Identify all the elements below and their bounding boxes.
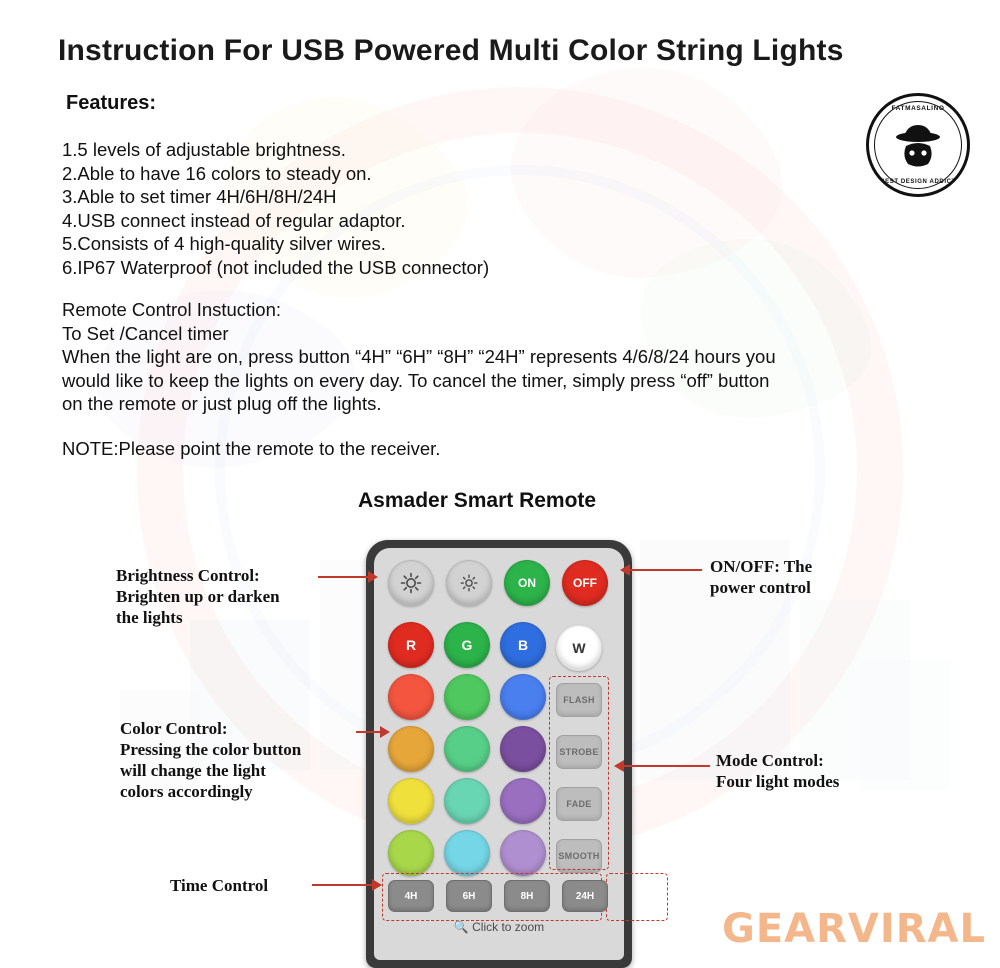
remote-instruction-line: When the light are on, press button “4H” “6H” “8H” “24H” represents 4/6/8/24 hours you [62, 346, 776, 367]
logo-bottom-text: BEST DESIGN ADDICT [880, 179, 956, 185]
color-button[interactable] [500, 726, 546, 772]
color-button-label: R [405, 637, 417, 653]
remote-top-row [388, 560, 608, 606]
callout-color [120, 718, 301, 802]
callout-leader-onoff [630, 569, 702, 571]
callout-line: ON/OFF: The [710, 557, 813, 576]
color-button[interactable] [388, 778, 434, 824]
time-button-label: 8H [520, 890, 534, 902]
color-button[interactable] [444, 726, 490, 772]
power-on-label: ON [518, 576, 536, 590]
power-on-button[interactable] [504, 560, 550, 606]
remote-instruction-line: on the remote or just plug off the lights. [62, 393, 382, 414]
brightness-up-icon [399, 571, 423, 595]
note-text: NOTE:Please point the remote to the receiver. [62, 438, 441, 459]
feature-item: 3.Able to set timer 4H/6H/8H/24H [62, 186, 337, 207]
color-button[interactable] [388, 674, 434, 720]
white-button-label: W [572, 640, 586, 656]
power-off-label: OFF [573, 576, 597, 590]
color-button[interactable] [444, 830, 490, 876]
remote-instruction-block [62, 298, 952, 416]
feature-item: 6.IP67 Waterproof (not included the USB connector) [62, 256, 490, 278]
magnifier-icon: 🔍 [453, 920, 469, 934]
callout-line: Pressing the color button [120, 740, 302, 759]
power-off-button[interactable] [562, 560, 608, 606]
time-button-label: 24H [575, 890, 595, 902]
callout-line: Four light modes [716, 772, 840, 791]
time-button-24h[interactable] [562, 880, 608, 912]
brand-logo [866, 93, 970, 197]
callout-line: Color Control: [120, 719, 228, 738]
color-button-green[interactable] [444, 622, 490, 668]
zoom-hint-label: Click to zoom [472, 920, 545, 934]
hat-figure-icon [891, 122, 945, 168]
color-button[interactable] [500, 778, 546, 824]
color-button-grid [388, 622, 556, 882]
callout-brightness [116, 565, 280, 628]
color-button[interactable] [388, 830, 434, 876]
callout-arrow-time [372, 879, 382, 891]
callout-leader-mode [624, 765, 710, 767]
color-button[interactable] [500, 830, 546, 876]
brightness-down-button[interactable] [446, 560, 492, 606]
remote-instruction-line: To Set /Cancel timer [62, 322, 229, 344]
callout-arrow-brightness [368, 571, 378, 583]
page-title: Instruction For USB Powered Multi Color String Lights [58, 34, 844, 67]
callout-time [170, 875, 268, 896]
remote-control [366, 540, 632, 968]
white-button-slot [556, 622, 602, 674]
mode-button-label: FADE [566, 799, 592, 809]
callout-arrow-color [380, 726, 390, 738]
time-button-row [388, 880, 608, 912]
feature-item: 5.Consists of 4 high-quality silver wires. [62, 233, 386, 254]
remote-face [374, 548, 624, 960]
callout-line: the lights [116, 608, 183, 627]
mode-button-label: SMOOTH [558, 851, 600, 861]
callout-arrow-mode [614, 760, 624, 772]
color-button-label: G [461, 637, 473, 653]
time-button-6h[interactable] [446, 880, 492, 912]
callout-arrow-onoff [620, 564, 630, 576]
features-heading: Features: [66, 92, 157, 114]
time-button-8h[interactable] [504, 880, 550, 912]
remote-instruction-line: would like to keep the lights on every day. To cancel the timer, simply press “off” button [62, 369, 770, 391]
time-button-label: 4H [404, 890, 418, 902]
color-button[interactable] [444, 778, 490, 824]
color-button-red[interactable] [388, 622, 434, 668]
color-button-label: B [517, 637, 529, 653]
white-button[interactable] [556, 625, 602, 671]
time-button-label: 6H [462, 890, 476, 902]
callout-leader-time [312, 884, 374, 886]
zoom-hint[interactable] [374, 920, 624, 934]
callout-line: Brighten up or darken [116, 587, 280, 606]
callout-line: will change the light [120, 761, 266, 780]
watermark: GEARVIRAL [722, 906, 986, 952]
logo-top-text: FATMASALINO [891, 105, 945, 112]
mode-button-label: STROBE [559, 747, 599, 757]
feature-item: 2.Able to have 16 colors to steady on. [62, 162, 372, 184]
time-highlight-box-24h [606, 873, 668, 921]
callout-onoff [710, 556, 812, 598]
callout-line: Mode Control: [716, 751, 824, 770]
color-button[interactable] [388, 726, 434, 772]
callout-line: Brightness Control: [116, 566, 260, 585]
color-button-blue[interactable] [500, 622, 546, 668]
callout-line: Time Control [170, 876, 269, 895]
feature-item: 1.5 levels of adjustable brightness. [62, 139, 346, 160]
callout-line: power control [710, 578, 811, 597]
color-button[interactable] [500, 674, 546, 720]
mode-button-label: FLASH [563, 695, 595, 705]
callout-mode [716, 750, 839, 792]
callout-leader-color [356, 731, 382, 733]
brightness-up-button[interactable] [388, 560, 434, 606]
feature-item: 4.USB connect instead of regular adaptor. [62, 209, 406, 231]
mode-highlight-box [549, 676, 609, 870]
features-list [62, 138, 489, 279]
brightness-down-icon [458, 572, 480, 594]
remote-instruction-line: Remote Control Instuction: [62, 299, 282, 320]
time-button-4h[interactable] [388, 880, 434, 912]
color-button[interactable] [444, 674, 490, 720]
callout-line: colors accordingly [120, 782, 253, 801]
callout-leader-brightness [318, 576, 370, 578]
section-title: Asmader Smart Remote [358, 489, 597, 512]
